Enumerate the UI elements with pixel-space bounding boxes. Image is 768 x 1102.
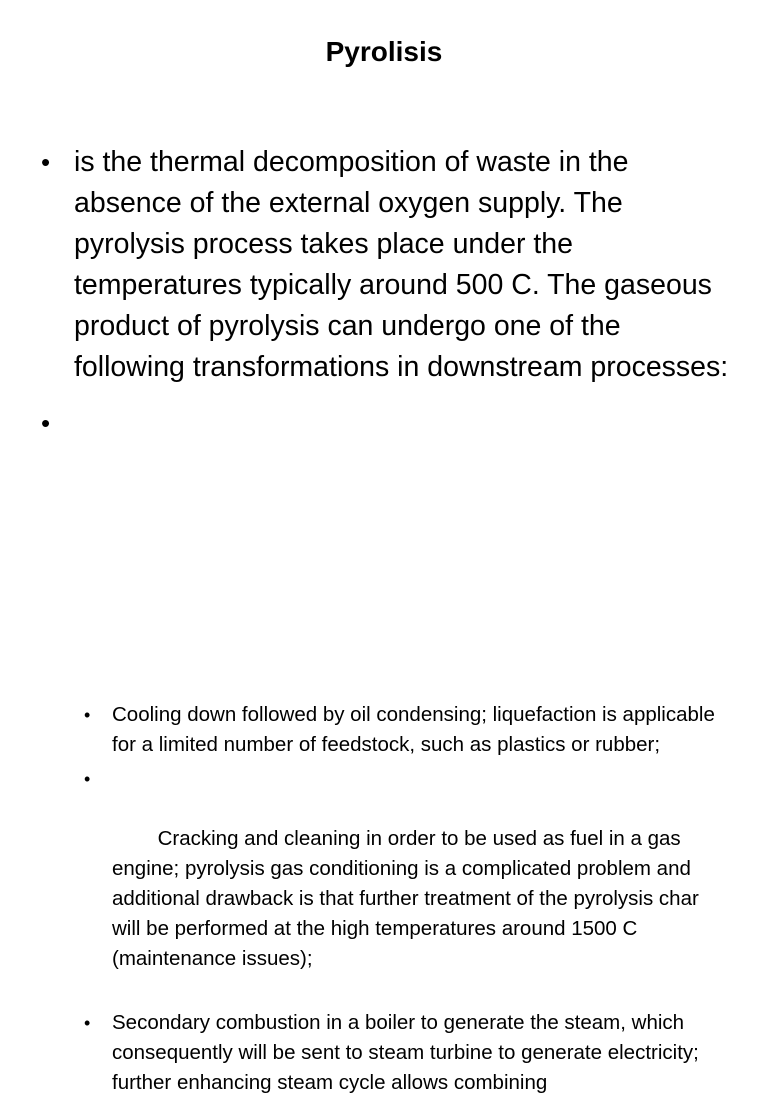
sub-bullet-item	[84, 764, 724, 1004]
bullet-icon: •	[84, 769, 91, 789]
sub-bullet-text: Secondary combustion in a boiler to generate the steam, which consequently will be sent to steam turbine to generate electricity; further enhancing steam cycle allows combining	[112, 1011, 699, 1094]
sub-bullet-text: Cracking and cleaning in order to be used as fuel in a gas engine; pyrolysis gas conditioning is a complicated problem and additional drawback is that further treatment of the pyrolysis char will be performed at the high temperatures around 1500 C (maintenance issues);	[112, 827, 705, 970]
main-bullet-item	[38, 142, 738, 388]
bullet-icon: •	[84, 1013, 91, 1033]
main-bullet-text: is the thermal decomposition of waste in the absence of the external oxygen supply. The pyrolysis process takes place under the temperatures typically around 500 C. The gaseous product of pyrolysis can undergo one of the following transformations in downstream processes:	[74, 146, 729, 383]
bullet-icon: •	[41, 147, 51, 177]
sub-bullet-item	[84, 1008, 724, 1098]
main-bullet-item-empty	[38, 403, 738, 444]
sub-bullet-list	[84, 700, 724, 1102]
bullet-icon: •	[84, 705, 91, 725]
slide-title: Pyrolisis	[325, 36, 443, 67]
sub-bullet-text: Cooling down followed by oil condensing; liquefaction is applicable for a limited number of feedstock, such as plastics or rubber;	[112, 703, 715, 756]
sub-bullet-item	[84, 700, 724, 760]
bullet-icon: •	[41, 408, 51, 438]
main-bullet-list	[38, 142, 738, 444]
